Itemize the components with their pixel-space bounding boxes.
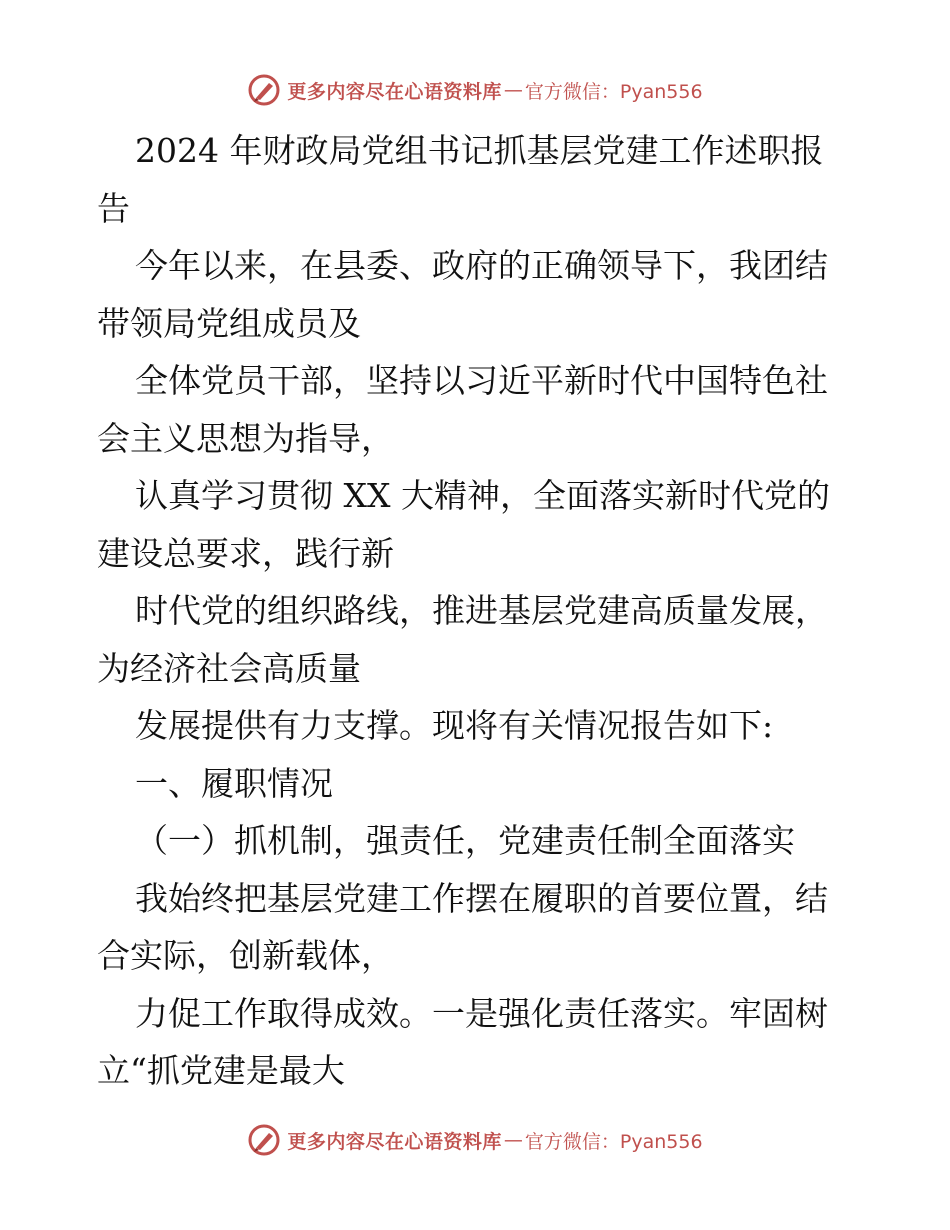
footer-watermark [0, 1120, 950, 1160]
paragraph-continuation: 告 [97, 188, 130, 228]
paragraph-first-line: 认真学习贯彻 XX 大精神，全面落实新时代党的 [135, 476, 830, 515]
paragraph [97, 122, 857, 237]
paragraph [97, 985, 857, 1100]
paragraph [97, 582, 857, 697]
paragraph [97, 237, 857, 352]
paragraph-continuation: 立“抓党建是最大 [97, 1051, 345, 1090]
paragraph-continuation: 建设总要求，践行新 [97, 533, 394, 573]
watermark-sub-text: 官方微信：Pyan556 [524, 1130, 703, 1153]
paragraph [97, 352, 857, 467]
paragraph-first-line: 时代党的组织路线，推进基层党建高质量发展， [135, 591, 828, 630]
section-heading-text: 一、履职情况 [135, 763, 333, 803]
paragraph-first-line: 我始终把基层党建工作摆在履职的首要位置，结 [135, 878, 828, 918]
pen-logo-icon [247, 73, 281, 107]
subsection-heading-text: （一）抓机制，强责任，党建责任制全面落实 [135, 821, 795, 860]
section-heading [97, 755, 857, 813]
paragraph [97, 697, 857, 755]
paragraph-continuation: 合实际，创新载体， [97, 936, 394, 975]
watermark-separator: — [503, 1129, 523, 1151]
paragraph [97, 467, 857, 582]
watermark-main-text: 更多内容尽在心语资料库 [287, 80, 502, 103]
paragraph-continuation: 会主义思想为指导， [97, 418, 394, 458]
watermark-sub-text: 官方微信：Pyan556 [524, 80, 703, 103]
paragraph-continuation: 带领局党组成员及 [97, 303, 361, 343]
header-watermark [0, 70, 950, 110]
watermark-separator: — [503, 79, 523, 101]
paragraph-continuation: 为经济社会高质量 [97, 648, 361, 688]
watermark-main-text: 更多内容尽在心语资料库 [287, 1130, 502, 1153]
paragraph-first-line: 今年以来，在县委、政府的正确领导下，我团结 [135, 246, 828, 285]
subsection-heading [97, 812, 857, 870]
paragraph-first-line: 全体党员干部，坚持以习近平新时代中国特色社 [135, 361, 828, 400]
paragraph-first-line: 2024 年财政局党组书记抓基层党建工作述职报 [135, 131, 824, 170]
paragraph-first-line: 发展提供有力支撑。现将有关情况报告如下: [135, 706, 774, 745]
document-body [97, 122, 857, 1100]
paragraph [97, 870, 857, 985]
pen-logo-icon [247, 1123, 281, 1157]
paragraph-first-line: 力促工作取得成效。一是强化责任落实。牢固树 [135, 993, 828, 1033]
